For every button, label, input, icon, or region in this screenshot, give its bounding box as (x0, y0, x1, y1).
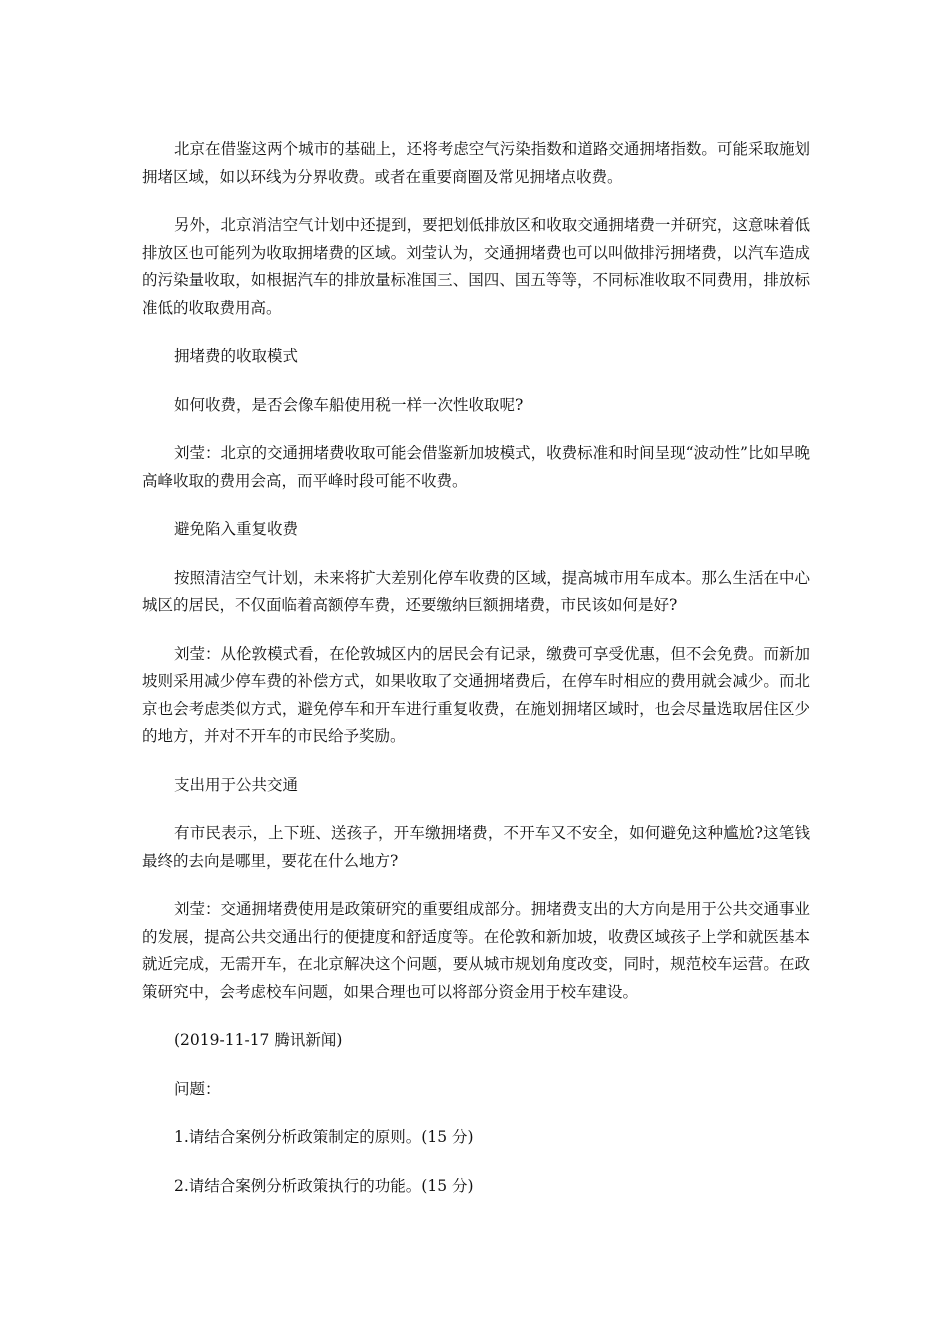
answer-singapore-model: 刘莹：北京的交通拥堵费收取可能会借鉴新加坡模式，收费标准和时间呈现“波动性”比如早晚高峰收取的费用会高，而平峰时段可能不收费。 (142, 444, 810, 490)
questions-heading: 问题： (174, 1079, 221, 1098)
answer-fee-usage: 刘莹：交通拥堵费使用是政策研究的重要组成部分。拥堵费支出的大方向是用于公共交通事业的发展，提高公共交通出行的便捷度和舒适度等。在伦敦和新加坡，收费区域孩子上学和就医基本就近完成，无需开车，在北京解决这个问题，要从城市规划角度改变，同时，规范校车运营。在政策研究中，会考虑校车问题，如果合理也可以将部分资金用于校车建设。 (142, 900, 810, 1001)
section-heading-avoid-double-charge: 避免陷入重复收费 (174, 520, 299, 538)
question-where-money-goes: 有市民表示，上下班、送孩子，开车缴拥堵费，不开车又不安全，如何避免这种尴尬?这笔钱最终的去向是哪里，要花在什么地方? (142, 824, 810, 870)
question-how-to-charge: 如何收费，是否会像车船使用税一样一次性收取呢? (174, 395, 524, 414)
question-residents-parking: 按照清洁空气计划，未来将扩大差别化停车收费的区域，提高城市用车成本。那么生活在中心城区的居民，不仅面临着高额停车费，还要缴纳巨额拥堵费，市民该如何是好? (142, 568, 810, 614)
question-item-1: 1.请结合案例分析政策制定的原则。(15 分) (174, 1128, 474, 1146)
document-body (142, 136, 810, 1221)
paragraph-low-emission-zone: 另外，北京消洁空气计划中还提到，要把划低排放区和收取交通拥堵费一并研究，这意味着低排放区也可能列为收取拥堵费的区域。刘莹认为，交通拥堵费也可以叫做排污拥堵费，以汽车造成的污染量收取，如根据汽车的排放量标准国三、国四、国五等等，不同标准收取不同费用，排放标准低的收取费用高。 (142, 216, 810, 317)
section-heading-charging-mode: 拥堵费的收取模式 (174, 347, 299, 365)
answer-london-model: 刘莹：从伦敦模式看，在伦敦城区内的居民会有记录，缴费可享受优惠，但不会免费。而新加坡则采用减少停车费的补偿方式，如果收取了交通拥堵费后，在停车时相应的费用就会减少。而北京也会考虑类似方式，避免停车和开车进行重复收费，在施划拥堵区域时，也会尽量选取居住区少的地方，并对不开车的市民给予奖励。 (142, 644, 810, 745)
question-item-2: 2.请结合案例分析政策执行的功能。(15 分) (174, 1176, 474, 1195)
source-citation: (2019-11-17 腾讯新闻) (174, 1031, 343, 1049)
paragraph-beijing-reference: 北京在借鉴这两个城市的基础上，还将考虑空气污染指数和道路交通拥堵指数。可能采取施划拥堵区域，如以环线为分界收费。或者在重要商圈及常见拥堵点收费。 (142, 140, 810, 186)
section-heading-public-transport: 支出用于公共交通 (174, 775, 299, 794)
